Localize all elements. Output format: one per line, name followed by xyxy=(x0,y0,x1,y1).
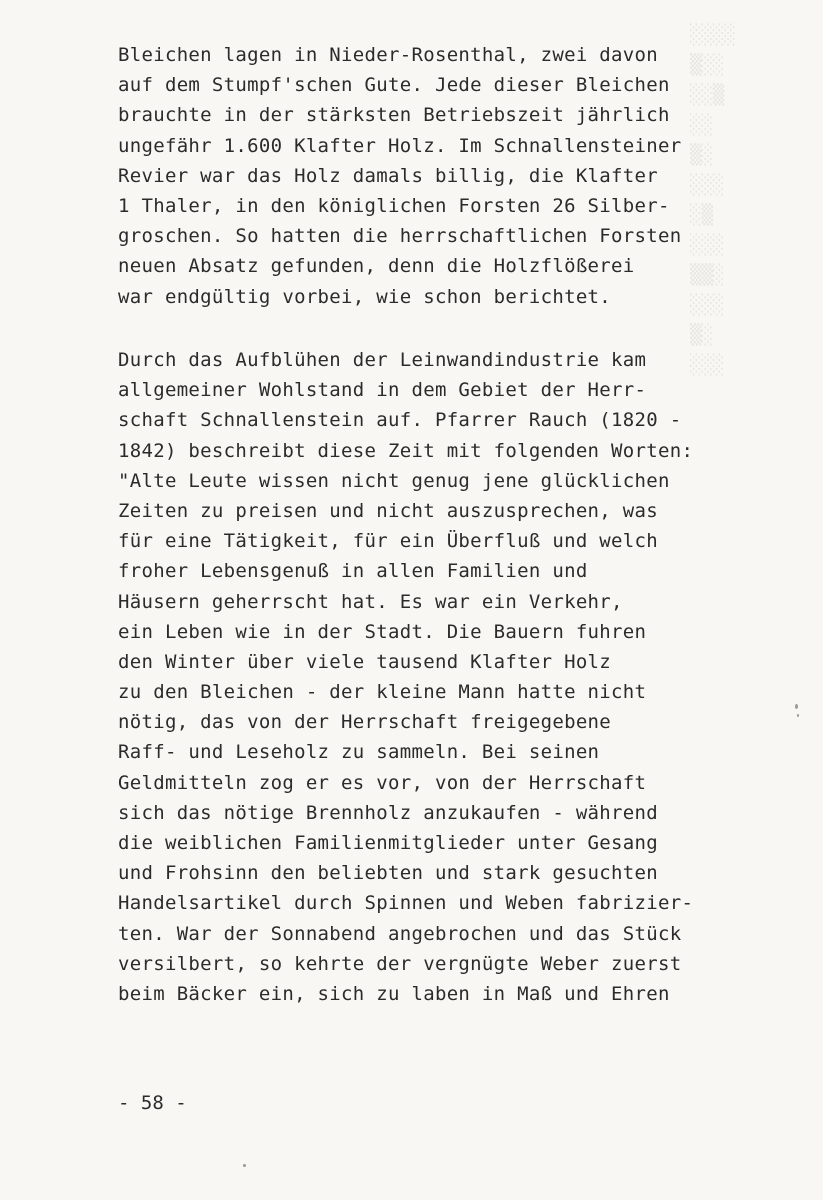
text-line: für eine Tätigkeit, für ein Überfluß und welch xyxy=(118,530,658,553)
text-line: beim Bäcker ein, sich zu laben in Maß und Ehren xyxy=(118,982,670,1005)
text-line: Raff- und Leseholz zu sammeln. Bei seinen xyxy=(118,741,600,764)
page-number: - 58 - xyxy=(118,1092,187,1114)
text-line: Bleichen lagen in Nieder-Rosenthal, zwei davon xyxy=(118,44,658,66)
text-line: allgemeiner Wohlstand in dem Gebiet der Herr- xyxy=(118,379,647,402)
text-line: ungefähr 1.600 Klafter Holz. Im Schnallensteiner xyxy=(118,134,682,157)
text-line: war endgültig vorbei, wie schon berichtet. xyxy=(118,285,612,308)
text-line: auf dem Stumpf'schen Gute. Jede dieser Bleichen xyxy=(118,74,670,97)
text-line: ein Leben wie in der Stadt. Die Bauern fuhren xyxy=(118,620,647,643)
show-through-bleed: ░░░░ ▒░░ ░░▒ ░░ ▒░ ░░░ ░▒ ░░░ ▒▒░ ░░░ ▒░ ░░░ xyxy=(690,24,736,376)
text-line: Häusern geherrscht hat. Es war ein Verkehr, xyxy=(118,590,623,613)
text-line: nötig, das von der Herrschaft freigegebene xyxy=(118,711,612,734)
text-line: "Alte Leute wissen nicht genug jene glücklichen xyxy=(118,469,670,492)
scan-speck xyxy=(795,704,798,709)
text-line: 1842) beschreibt diese Zeit mit folgenden Worten: xyxy=(118,439,694,462)
text-line: neuen Absatz gefunden, denn die Holzflößerei xyxy=(118,255,635,278)
scan-speck xyxy=(797,714,799,717)
text-line: brauchte in der stärksten Betriebszeit jährlich xyxy=(118,104,670,127)
paragraph-2 xyxy=(118,345,693,1009)
text-line: froher Lebensgenuß in allen Familien und xyxy=(118,560,588,583)
text-line: den Winter über viele tausend Klafter Holz xyxy=(118,650,612,673)
text-line: Zeiten zu preisen und nicht auszusprechen, was xyxy=(118,499,658,522)
text-line: Handelsartikel durch Spinnen und Weben fabrizier- xyxy=(118,892,694,915)
text-line: Revier war das Holz damals billig, die Klafter xyxy=(118,164,658,187)
text-line: versilbert, so kehrte der vergnügte Weber zuerst xyxy=(118,952,682,975)
text-line: und Frohsinn den beliebten und stark gesuchten xyxy=(118,862,658,885)
paragraph-1 xyxy=(118,40,681,312)
text-line: groschen. So hatten die herrschaftlichen Forsten xyxy=(118,225,682,248)
text-line: Geldmitteln zog er es vor, von der Herrschaft xyxy=(118,771,647,794)
text-line: schaft Schnallenstein auf. Pfarrer Rauch (1820 - xyxy=(118,409,682,432)
text-line: Durch das Aufblühen der Leinwandindustrie kam xyxy=(118,349,647,371)
scan-speck xyxy=(243,1164,246,1167)
text-line: ten. War der Sonnabend angebrochen und das Stück xyxy=(118,922,682,945)
text-line: 1 Thaler, in den königlichen Forsten 26 Silber- xyxy=(118,194,670,217)
text-line: zu den Bleichen - der kleine Mann hatte nicht xyxy=(118,681,647,704)
text-line: die weiblichen Familienmitglieder unter Gesang xyxy=(118,832,658,854)
text-line: sich das nötige Brennholz anzukaufen - während xyxy=(118,801,658,824)
